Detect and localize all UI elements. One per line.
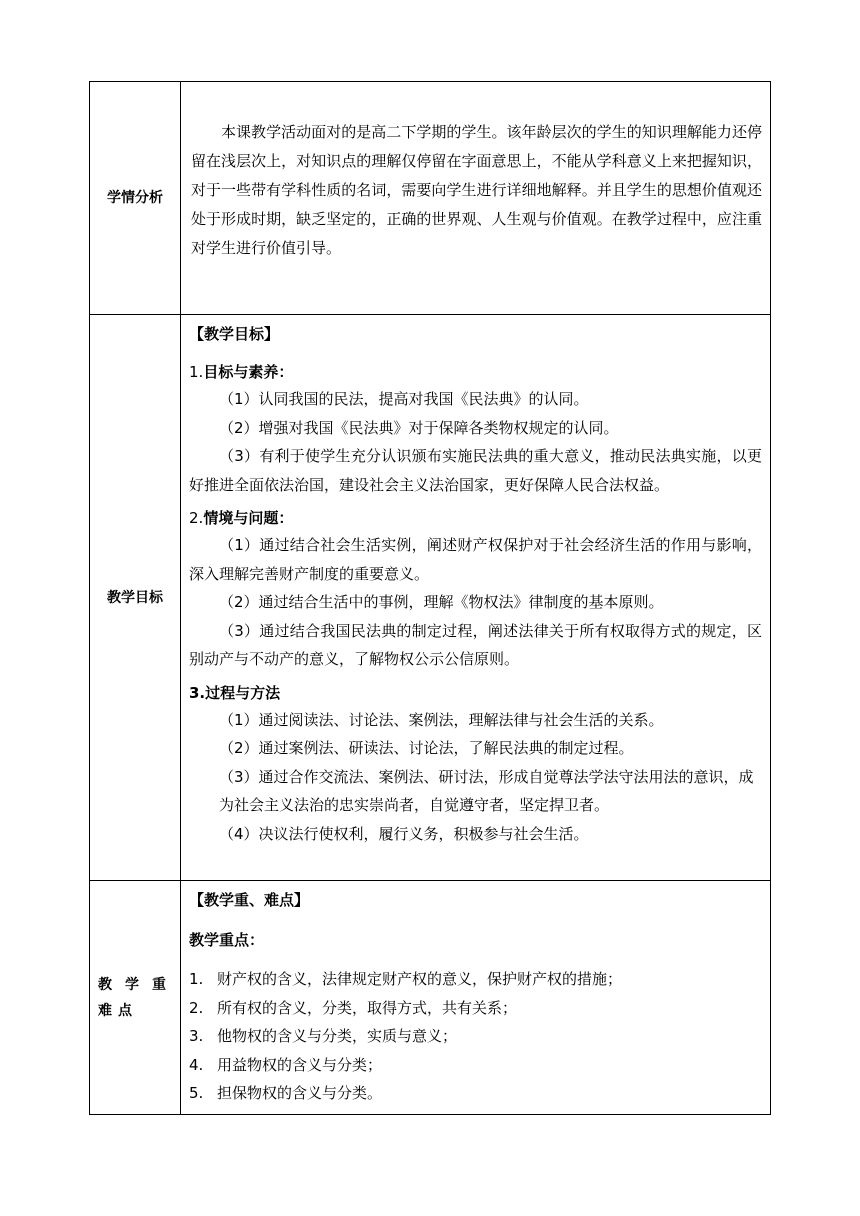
goals-section2-item: （2）通过结合生活中的事例，理解《物权法》律制度的基本原则。 [219,593,664,611]
list-item-text: 财产权的含义，法律规定财产权的意义，保护财产权的措施； [217,970,623,988]
analysis-label: 学情分析 [107,190,163,206]
goals-section3-item: （4）决议法行使权利，履行义务，积极参与社会生活。 [219,824,589,843]
goals-section1-item: （2）增强对我国《民法典》对于保障各类物权规定的认同。 [219,418,619,437]
goals-section1-num: 1. [189,363,204,381]
lesson-plan-table [89,81,771,1115]
goals-label-cell [90,315,181,881]
key-heading: 【教学重、难点】 [189,891,310,909]
goals-section2-heading [189,505,762,531]
list-item-text: 担保物权的含义与分类。 [217,1084,383,1102]
list-item [189,1051,762,1080]
goals-heading: 【教学目标】 [189,325,280,343]
goals-section2-title: 情境与问题： [203,509,294,527]
list-item-number: 4. [189,1055,204,1074]
goals-section2-item: （3）通过结合我国民法典的制定过程，阐述法律关于所有权取得方式的规定，区别动产与不动产的意义，了解物权公示公信原则。 [189,621,762,668]
goals-section3-item: （3）通过合作交流法、案例法、研讨法，形成自觉尊法学法守法用法的意识，成为社会主义法治的忠实崇尚者，自觉遵守者，坚定捍卫者。 [219,767,754,814]
goals-section3-heading: 3.过程与方法 [189,683,281,702]
goals-section1-heading [189,359,762,385]
goals-label: 教学目标 [107,589,163,606]
analysis-row [90,82,771,315]
key-content-cell [181,881,771,1115]
list-item [189,994,762,1023]
goals-section1-title: 目标与素养： [203,363,294,381]
goals-section1-item: （1）认同我国的民法，提高对我国《民法典》的认同。 [219,390,589,408]
list-item [189,1079,762,1108]
analysis-content-cell [181,82,771,315]
key-points-row [90,881,771,1115]
analysis-label-cell [90,82,181,315]
list-item [189,1022,762,1051]
analysis-text: 本课教学活动面对的是高二下学期的学生。该年龄层次的学生的知识理解能力还停留在浅层次上，对知识点的理解仅停留在字面意思上，不能从学科意义上来把握知识，对于一些带有学科性质的名词，需要向学生进行详细地解释。并且学生的思想价值观还处于形成时期，缺乏坚定的，正确的世界观、人生观与价值观。在教学过程中，应注重对学生进行价值引导。 [191,123,762,257]
list-item [189,965,762,994]
key-points-list [189,965,762,1108]
goals-section3-item: （1）通过阅读法、讨论法、案例法，理解法律与社会生活的关系。 [219,710,664,729]
key-subheading: 教学重点： [189,931,265,949]
list-item-number: 1. [189,970,204,988]
goals-content-cell [181,315,771,881]
goals-section1-item: （3）有利于使学生充分认识颁布实施民法典的重大意义，推动民法典实施，以更好推进全面依法治国，建设社会主义法治国家，更好保障人民合法权益。 [189,447,762,494]
list-item-number: 5. [189,1084,204,1102]
key-label-cell [90,881,181,1115]
list-item-number: 3. [189,1027,204,1045]
key-label: 教学重难点 [98,976,172,1019]
list-item-text: 他物权的含义与分类，实质与意义； [217,1027,458,1045]
goals-section3-item: （2）通过案例法、研读法、讨论法，了解民法典的制定过程。 [219,739,634,757]
list-item-text: 所有权的含义，分类，取得方式，共有关系； [217,998,518,1017]
list-item-text: 用益物权的含义与分类； [217,1055,383,1074]
goals-row [90,315,771,881]
goals-section2-num: 2. [189,509,204,527]
list-item-number: 2. [189,998,204,1017]
goals-section2-item: （1）通过结合社会生活实例，阐述财产权保护对于社会经济生活的作用与影响，深入理解完善财产制度的重要意义。 [189,536,762,583]
